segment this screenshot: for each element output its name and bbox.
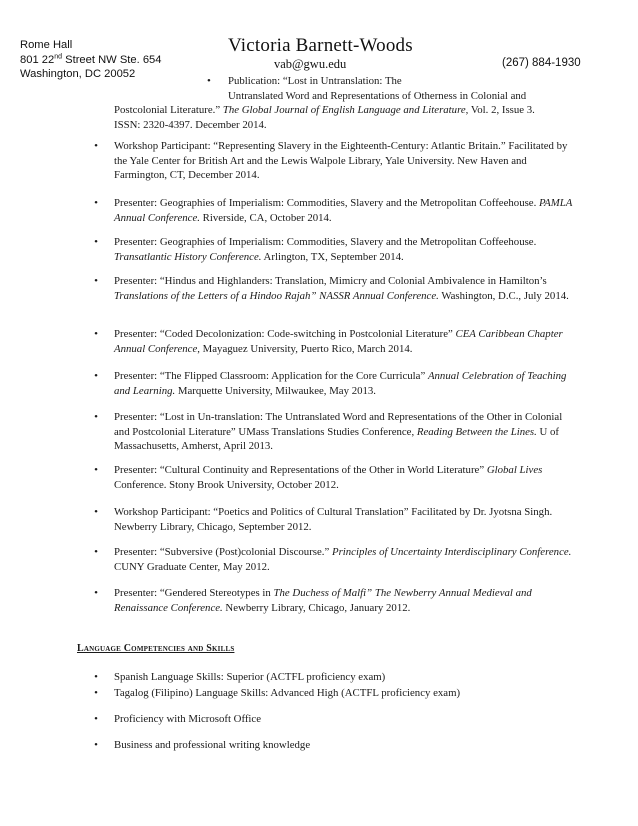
entry-nassr: • Presenter: “Hindus and Highlanders: Translation, Mimicry and Colonial Ambivalence in Hamilton’s Translations of the Letters of a Hindoo Rajah” NASSR Annual Conference. Washington, D.C., July 2014. — [114, 274, 574, 303]
entry-malfi: • Presenter: “Gendered Stereotypes in The Duchess of Malfi” The Newberry Annual Medieval and Renaissance Conference. Newberry Library, Chicago, January 2012. — [114, 586, 574, 615]
bullet-icon: • — [94, 275, 98, 287]
address-line-2: 801 22nd Street NW Ste. 654 — [20, 52, 162, 66]
bullet-icon: • — [94, 687, 98, 699]
phone-number: (267) 884-1930 — [502, 57, 581, 69]
bullet-icon: • — [94, 140, 98, 152]
address-block — [20, 38, 162, 82]
bullet-icon: • — [94, 411, 98, 423]
skill-item: • Business and professional writing knowledge — [114, 738, 574, 753]
section-title-language: Language Competencies and Skills — [77, 643, 235, 654]
entry-transatlantic: • Presenter: Geographies of Imperialism: Commodities, Slavery and the Metropolitan Coffeehouse. Transatlantic History Conference. Arlington, TX, September 2014. — [114, 235, 574, 264]
bullet-icon: • — [94, 464, 98, 476]
address-line-1: Rome Hall — [20, 39, 73, 51]
bullet-icon: • — [94, 328, 98, 340]
bullet-icon: • — [94, 671, 98, 683]
bullet-icon: • — [94, 739, 98, 751]
skill-item: • Spanish Language Skills: Superior (ACTFL proficiency exam) — [114, 670, 574, 685]
bullet-icon: • — [94, 587, 98, 599]
bullet-icon: • — [94, 370, 98, 382]
bullet-icon: • — [94, 236, 98, 248]
entry-cuny: • Presenter: “Subversive (Post)colonial Discourse.” Principles of Uncertainty Interdisciplinary Conference. CUNY Graduate Center, May 2012. — [114, 545, 574, 574]
bullet-icon: • — [207, 75, 211, 87]
entry-publication-line1: Publication: “Lost in Untranslation: The Untranslated Word and Representations of Otherness in Colonial and — [228, 75, 527, 102]
entry-pamla: • Presenter: Geographies of Imperialism: Commodities, Slavery and the Metropolitan Coffeehouse. PAMLA Annual Conference. Riverside, CA, October 2014. — [114, 196, 574, 225]
entry-newberry-workshop: • Workshop Participant: “Poetics and Politics of Cultural Translation” Facilitated by Dr. Jyotsna Singh. Newberry Library, Chicago, September 2012. — [114, 505, 574, 534]
bullet-icon: • — [94, 713, 98, 725]
skill-item: • Proficiency with Microsoft Office — [114, 712, 574, 727]
person-name: Victoria Barnett-Woods — [228, 35, 413, 56]
bullet-icon: • — [94, 546, 98, 558]
entry-global-lives: • Presenter: “Cultural Continuity and Representations of the Other in World Literature” Global Lives Conference. Stony Brook University, October 2012. — [114, 463, 574, 492]
skill-item: • Tagalog (Filipino) Language Skills: Advanced High (ACTFL proficiency exam) — [114, 686, 574, 701]
entry-flipped: • Presenter: “The Flipped Classroom: Application for the Core Curricula” Annual Celebration of Teaching and Learning. Marquette University, Milwaukee, May 2013. — [114, 369, 574, 398]
entry-cea: • Presenter: “Coded Decolonization: Code-switching in Postcolonial Literature” CEA Caribbean Chapter Annual Conference, Mayaguez University, Puerto Rico, March 2014. — [114, 327, 574, 356]
email-address: vab@gwu.edu — [274, 57, 347, 71]
address-line-3: Washington, DC 20052 — [20, 68, 136, 81]
entry-publication-rest: Postcolonial Literature.” The Global Journal of English Language and Literature, Vol. 2, Issue 3. ISSN: 2320-4397. December 2014. — [114, 104, 535, 131]
bullet-icon: • — [94, 197, 98, 209]
bullet-icon: • — [94, 506, 98, 518]
entry-umass: • Presenter: “Lost in Un-translation: The Untranslated Word and Representations of the Other in Colonial and Postcolonial Literature” UMass Translations Studies Conference, Reading Between the Lines. U of Massachusetts, Amherst, April 2013. — [114, 410, 574, 454]
entry-workshop-yale: • Workshop Participant: “Representing Slavery in the Eighteenth-Century: Atlantic Britain.” Facilitated by the Yale Center for British Art and the Lewis Walpole Library, Yale University. New Haven and Farmington, CT, December 2014. — [114, 139, 574, 183]
